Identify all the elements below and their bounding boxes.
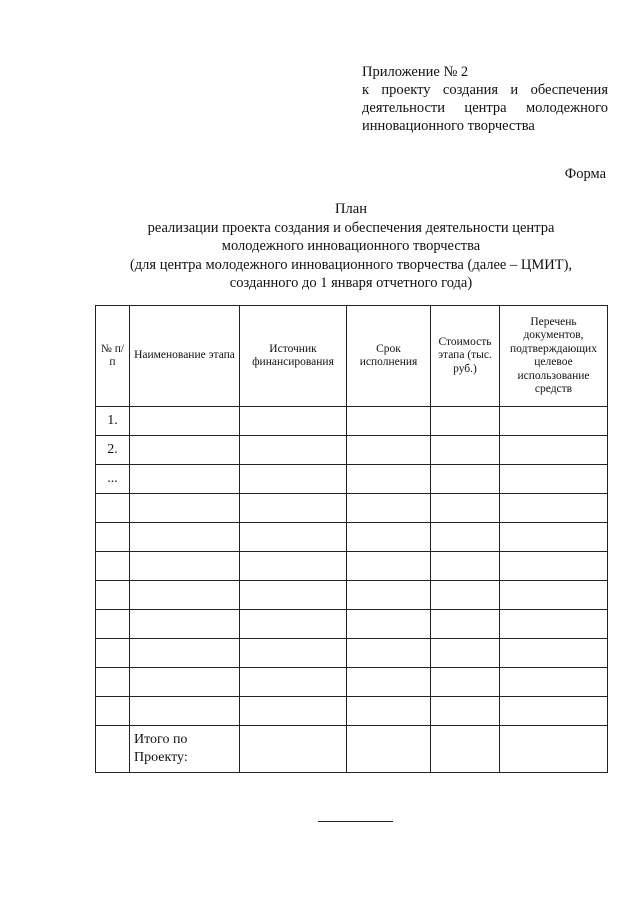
table-cell bbox=[500, 639, 608, 668]
row-number-cell bbox=[96, 523, 130, 552]
table-cell bbox=[431, 465, 500, 494]
row-number-cell bbox=[96, 610, 130, 639]
table-row bbox=[96, 639, 608, 668]
table-cell bbox=[500, 494, 608, 523]
row-number-cell bbox=[96, 494, 130, 523]
table-cell bbox=[240, 407, 347, 436]
row-number-cell bbox=[96, 552, 130, 581]
table-row bbox=[96, 610, 608, 639]
table-cell bbox=[347, 581, 431, 610]
table-cell bbox=[431, 523, 500, 552]
table-cell bbox=[130, 523, 240, 552]
row-number-cell bbox=[96, 581, 130, 610]
appendix-text-line: деятельности центра молодежного bbox=[362, 100, 608, 116]
table-cell bbox=[130, 610, 240, 639]
row-number-cell bbox=[96, 668, 130, 697]
header-cell-stage-cost: Стоимость этапа (тыс. руб.) bbox=[431, 306, 500, 407]
appendix-block bbox=[362, 63, 608, 135]
table-cell bbox=[347, 465, 431, 494]
title-line: (для центра молодежного инновационного творчества (далее – ЦМИТ), bbox=[129, 256, 573, 273]
table-cell bbox=[500, 436, 608, 465]
header-cell-stage-name: Наименование этапа bbox=[130, 306, 240, 407]
table-row bbox=[96, 581, 608, 610]
table-cell bbox=[500, 726, 608, 773]
table-cell bbox=[240, 610, 347, 639]
table-cell bbox=[347, 436, 431, 465]
header-cell-documents: Перечень документов, подтверждающих целевое использование средств bbox=[500, 306, 608, 407]
table-cell bbox=[240, 494, 347, 523]
header-cell-funding-source: Источник финансирования bbox=[240, 306, 347, 407]
table-cell bbox=[130, 465, 240, 494]
footer-divider bbox=[318, 821, 393, 822]
table-row bbox=[96, 697, 608, 726]
table-cell bbox=[500, 610, 608, 639]
row-number-cell bbox=[96, 639, 130, 668]
table-cell bbox=[130, 407, 240, 436]
table-cell bbox=[347, 668, 431, 697]
row-number-cell bbox=[96, 697, 130, 726]
table-row bbox=[96, 668, 608, 697]
title-line: План bbox=[335, 201, 367, 217]
table-cell bbox=[347, 726, 431, 773]
table-cell bbox=[431, 726, 500, 773]
table-cell bbox=[500, 581, 608, 610]
table-cell bbox=[130, 668, 240, 697]
table-cell bbox=[240, 726, 347, 773]
table-cell bbox=[347, 494, 431, 523]
table-row bbox=[96, 465, 608, 494]
table-cell bbox=[500, 697, 608, 726]
table-row bbox=[96, 494, 608, 523]
row-number-cell: 1. bbox=[96, 407, 130, 436]
table-cell bbox=[431, 436, 500, 465]
table-cell bbox=[500, 552, 608, 581]
table-cell bbox=[240, 639, 347, 668]
table-cell bbox=[240, 668, 347, 697]
table-cell bbox=[431, 697, 500, 726]
table-cell bbox=[240, 581, 347, 610]
table-cell bbox=[130, 639, 240, 668]
plan-table bbox=[95, 305, 608, 773]
title-line: реализации проекта создания и обеспечения деятельности центра bbox=[147, 219, 555, 236]
table-cell bbox=[347, 697, 431, 726]
row-number-cell: 2. bbox=[96, 436, 130, 465]
table-cell bbox=[500, 465, 608, 494]
table-cell bbox=[240, 465, 347, 494]
table-cell bbox=[347, 610, 431, 639]
appendix-number: Приложение № 2 bbox=[362, 64, 469, 80]
table-header-row bbox=[96, 306, 608, 407]
table-cell bbox=[347, 523, 431, 552]
table-cell bbox=[130, 494, 240, 523]
table-cell bbox=[96, 726, 130, 773]
table-cell bbox=[347, 639, 431, 668]
appendix-text-line: инновационного творчества bbox=[362, 118, 535, 134]
title-line: созданного до 1 января отчетного года) bbox=[229, 275, 473, 291]
table-cell bbox=[431, 668, 500, 697]
table-cell bbox=[130, 552, 240, 581]
table-row bbox=[96, 523, 608, 552]
table-cell bbox=[500, 407, 608, 436]
table-cell bbox=[431, 639, 500, 668]
table-cell bbox=[431, 494, 500, 523]
table-cell bbox=[431, 581, 500, 610]
table-row bbox=[96, 407, 608, 436]
row-number-cell: ... bbox=[96, 465, 130, 494]
table-cell bbox=[347, 407, 431, 436]
table-cell bbox=[431, 407, 500, 436]
document-title bbox=[95, 200, 607, 293]
table-cell bbox=[240, 436, 347, 465]
table-cell bbox=[347, 552, 431, 581]
appendix-text-line: к проекту создания и обеспечения bbox=[362, 82, 608, 98]
table-row bbox=[96, 552, 608, 581]
table-row bbox=[96, 436, 608, 465]
header-cell-deadline: Срок исполнения bbox=[347, 306, 431, 407]
table-cell bbox=[130, 436, 240, 465]
table-cell bbox=[431, 610, 500, 639]
table-cell bbox=[500, 668, 608, 697]
header-cell-number: № п/п bbox=[96, 306, 130, 407]
table-cell bbox=[240, 697, 347, 726]
total-row bbox=[96, 726, 608, 773]
table-cell bbox=[130, 697, 240, 726]
table-cell bbox=[240, 552, 347, 581]
table-cell bbox=[240, 523, 347, 552]
total-label: Итого по Проекту: bbox=[130, 726, 240, 773]
title-line: молодежного инновационного творчества bbox=[221, 238, 481, 254]
table-cell bbox=[130, 581, 240, 610]
form-label: Форма bbox=[564, 166, 606, 182]
table-cell bbox=[500, 523, 608, 552]
table-cell bbox=[431, 552, 500, 581]
